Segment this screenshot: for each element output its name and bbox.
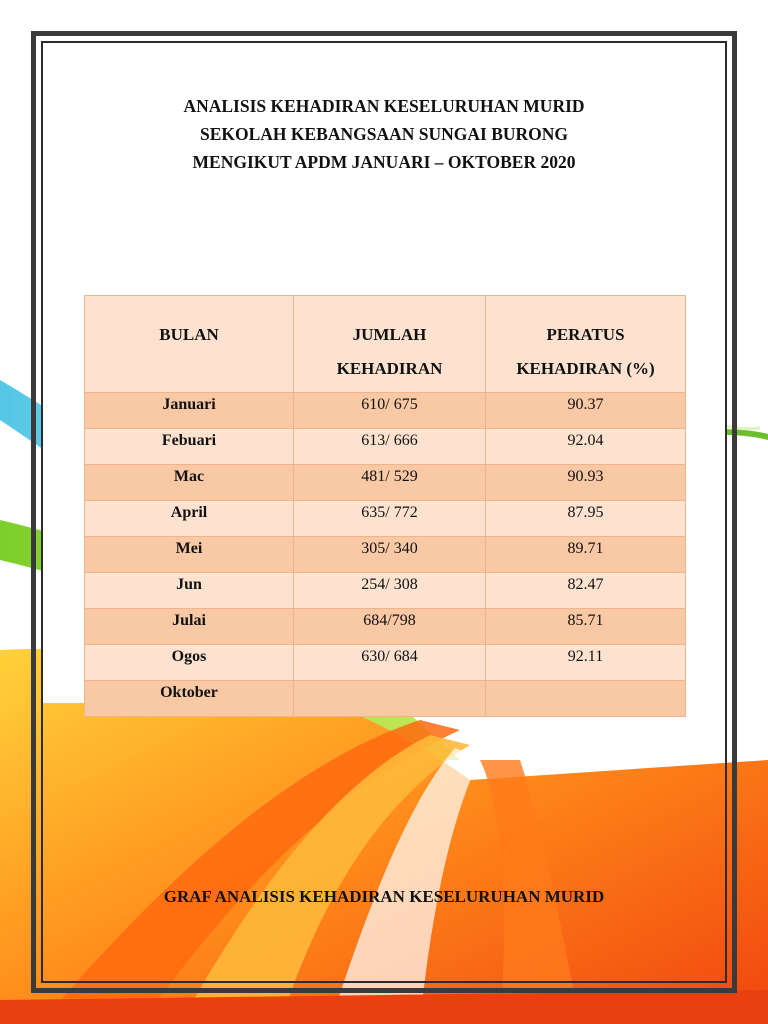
header-peratus-kehadiran <box>486 296 686 393</box>
cell-count <box>294 681 486 717</box>
cell-month: Julai <box>85 609 294 645</box>
table-row <box>85 429 686 465</box>
header-bulan: BULAN <box>85 296 294 393</box>
cell-month: April <box>85 501 294 537</box>
table-row <box>85 537 686 573</box>
header-kehadiran-percent: KEHADIRAN (%) <box>516 359 655 378</box>
cell-percent: 90.37 <box>486 393 686 429</box>
cell-count: 613/ 666 <box>294 429 486 465</box>
cell-percent: 90.93 <box>486 465 686 501</box>
cell-percent: 82.47 <box>486 573 686 609</box>
cell-count: 630/ 684 <box>294 645 486 681</box>
table-row <box>85 501 686 537</box>
cell-count: 305/ 340 <box>294 537 486 573</box>
table-row <box>85 393 686 429</box>
cell-count: 684/798 <box>294 609 486 645</box>
table-row <box>85 609 686 645</box>
table-header-row <box>85 296 686 393</box>
cell-percent: 92.11 <box>486 645 686 681</box>
title-line-2: SEKOLAH KEBANGSAAN SUNGAI BURONG <box>199 124 569 144</box>
table-row <box>85 465 686 501</box>
table-row <box>85 645 686 681</box>
cell-count: 481/ 529 <box>294 465 486 501</box>
title-line-3: MENGIKUT APDM JANUARI – OKTOBER 2020 <box>192 152 576 172</box>
graph-title: GRAF ANALISIS KEHADIRAN KESELURUHAN MURID <box>163 887 605 906</box>
cell-percent: 89.71 <box>486 537 686 573</box>
cell-month: Oktober <box>85 681 294 717</box>
header-jumlah: JUMLAH <box>352 325 427 344</box>
cell-month: Febuari <box>85 429 294 465</box>
cell-month: Mei <box>85 537 294 573</box>
cell-count: 254/ 308 <box>294 573 486 609</box>
cell-percent: 92.04 <box>486 429 686 465</box>
cell-percent: 87.95 <box>486 501 686 537</box>
cell-month: Januari <box>85 393 294 429</box>
title-line-1: ANALISIS KEHADIRAN KESELURUHAN MURID <box>183 96 585 116</box>
document-title <box>43 92 725 176</box>
header-kehadiran: KEHADIRAN <box>336 359 443 378</box>
cell-month: Jun <box>85 573 294 609</box>
cell-percent: 85.71 <box>486 609 686 645</box>
cell-count: 610/ 675 <box>294 393 486 429</box>
table-row <box>85 573 686 609</box>
cell-percent <box>486 681 686 717</box>
table-row <box>85 681 686 717</box>
header-peratus: PERATUS <box>546 325 625 344</box>
cell-month: Mac <box>85 465 294 501</box>
cell-count: 635/ 772 <box>294 501 486 537</box>
attendance-table <box>84 295 686 717</box>
cell-month: Ogos <box>85 645 294 681</box>
header-jumlah-kehadiran <box>294 296 486 393</box>
